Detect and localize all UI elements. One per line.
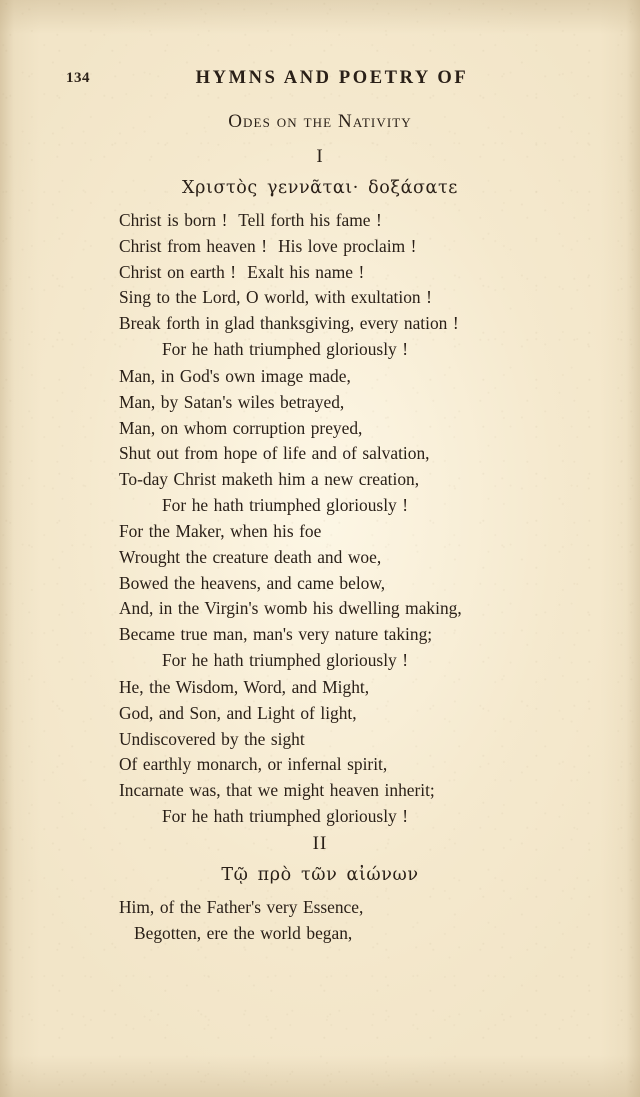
section-title: Odes on the Nativity (228, 111, 412, 132)
ode-numeral-2: II (312, 833, 328, 854)
verse-line: Christ on earth ! Exalt his name ! (119, 261, 365, 282)
verse-line: Christ from heaven ! His love proclaim ! (119, 235, 417, 256)
verse-line: Became true man, man's very nature taking; (119, 624, 433, 645)
verse-line: He, the Wisdom, Word, and Might, (119, 677, 370, 697)
stanza (119, 519, 579, 674)
verse-line: Incarnate was, that we might heaven inherit; (119, 780, 435, 801)
verse-refrain-line: For he hath triumphed gloriously ! (162, 805, 409, 826)
verse-line: Undiscovered by the sight (119, 728, 305, 749)
verse-refrain-line: For he hath triumphed gloriously ! (162, 649, 409, 670)
folio-page-number: 134 (66, 70, 90, 86)
verse-line: Of earthly monarch, or infernal spirit, (119, 754, 388, 775)
verse-line: Man, on whom corruption preyed, (119, 417, 363, 438)
stanza (119, 675, 579, 830)
verse-line: God, and Son, and Light of light, (119, 702, 357, 723)
verse-refrain-line: For he hath triumphed gloriously ! (162, 338, 409, 359)
greek-epigraph-2: Τῷ πρὸ τῶν αἰώνων (221, 865, 419, 885)
verse-line: For the Maker, when his foe (119, 521, 322, 541)
verse-line: Break forth in glad thanksgiving, every nation ! (119, 313, 459, 334)
greek-epigraph-1: Χριστὸς γεννᾶται· δοξάσατε (182, 178, 458, 198)
stanza (119, 364, 579, 519)
verse-line: Man, by Satan's wiles betrayed, (119, 391, 345, 412)
verse-line: Begotten, ere the world began, (134, 922, 353, 943)
verse-line: Sing to the Lord, O world, with exultation ! (119, 287, 432, 308)
page-header (0, 68, 640, 94)
stanza (119, 895, 579, 947)
verse-line: And, in the Virgin's womb his dwelling making, (119, 598, 462, 619)
ode-numeral-1: I (316, 146, 324, 167)
verse-refrain-line: For he hath triumphed gloriously ! (162, 494, 409, 515)
stanza (119, 208, 579, 363)
verse-line: To-day Christ maketh him a new creation, (119, 469, 420, 490)
running-head: HYMNS AND POETRY OF (195, 68, 469, 88)
verse-line: Wrought the creature death and woe, (119, 546, 382, 567)
verse-line: Christ is born ! Tell forth his fame ! (119, 210, 382, 230)
verse-line: Bowed the heavens, and came below, (119, 572, 386, 593)
verse-line: Shut out from hope of life and of salvation, (119, 443, 430, 464)
verse-line: Man, in God's own image made, (119, 366, 351, 386)
verse-line: Him, of the Father's very Essence, (119, 897, 364, 917)
